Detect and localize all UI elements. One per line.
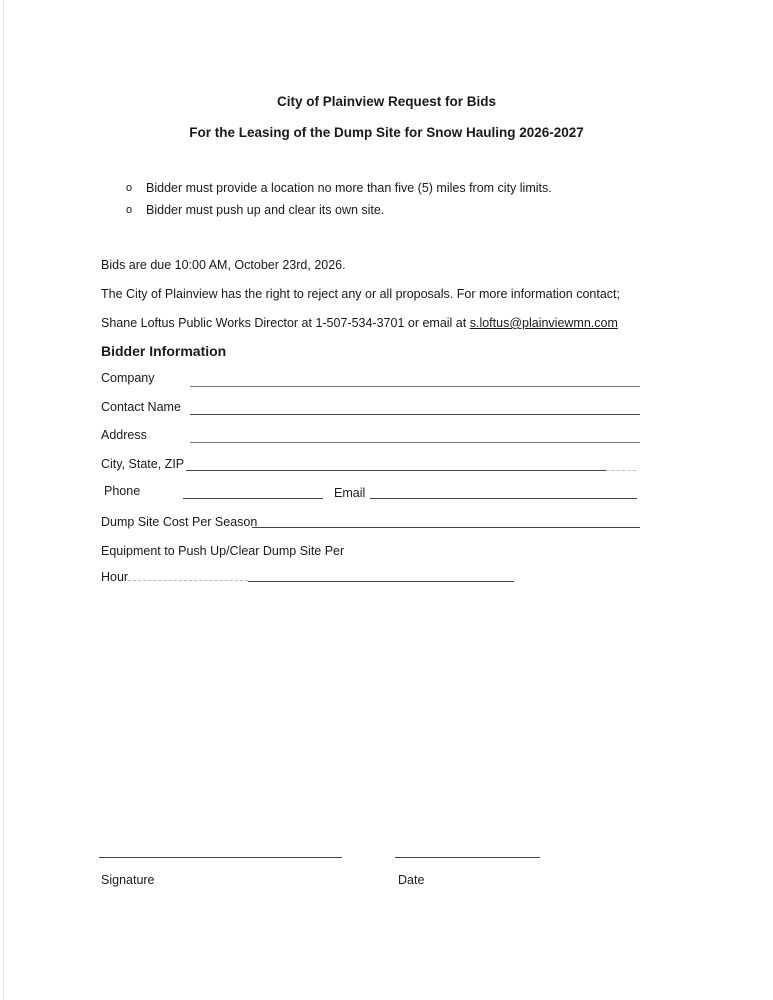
phone-label: Phone: [104, 484, 141, 498]
signature-label: Signature: [101, 873, 155, 887]
dump-site-cost-field[interactable]: [252, 527, 640, 528]
requirement-item: Bidder must provide a location no more than five (5) miles from city limits.: [146, 181, 552, 195]
phone-field[interactable]: [183, 498, 323, 499]
city-state-zip-label: City, State, ZIP: [101, 457, 185, 471]
document-title: City of Plainview Request for Bids: [276, 94, 497, 109]
date-label: Date: [398, 873, 425, 887]
due-date-text: Bids are due 10:00 AM, October 23rd, 2026.: [101, 258, 346, 272]
date-line[interactable]: [395, 857, 540, 858]
address-label: Address: [101, 428, 147, 442]
city-state-zip-field-faded: [606, 470, 636, 471]
requirement-item: Bidder must push up and clear its own site.: [146, 203, 385, 217]
hour-field[interactable]: [248, 581, 514, 582]
contact-name-label: Contact Name: [101, 400, 181, 414]
company-field[interactable]: [190, 386, 640, 387]
document-subtitle: For the Leasing of the Dump Site for Snow Hauling 2026-2027: [189, 125, 584, 140]
email-field[interactable]: [370, 498, 637, 499]
bullet-marker: o: [126, 182, 133, 194]
company-label: Company: [101, 371, 155, 385]
contact-name-field[interactable]: [190, 414, 640, 415]
rights-text: The City of Plainview has the right to reject any or all proposals. For more information contact;: [101, 287, 620, 301]
hour-field-faded: [128, 580, 248, 581]
city-state-zip-field[interactable]: [186, 470, 606, 471]
dump-site-cost-label: Dump Site Cost Per Season: [101, 515, 258, 529]
equipment-label: Equipment to Push Up/Clear Dump Site Per: [101, 544, 345, 558]
contact-text: [101, 316, 618, 330]
email-label: Email: [334, 486, 366, 500]
hour-label: Hour: [101, 570, 129, 584]
contact-description: Shane Loftus Public Works Director at 1-507-534-3701 or email at: [101, 316, 470, 330]
contact-email-link[interactable]: s.loftus@plainviewmn.com: [469, 316, 618, 330]
address-field[interactable]: [190, 442, 640, 443]
bidder-information-heading: Bidder Information: [101, 343, 227, 359]
signature-line[interactable]: [99, 857, 342, 858]
bullet-marker: o: [126, 204, 133, 216]
